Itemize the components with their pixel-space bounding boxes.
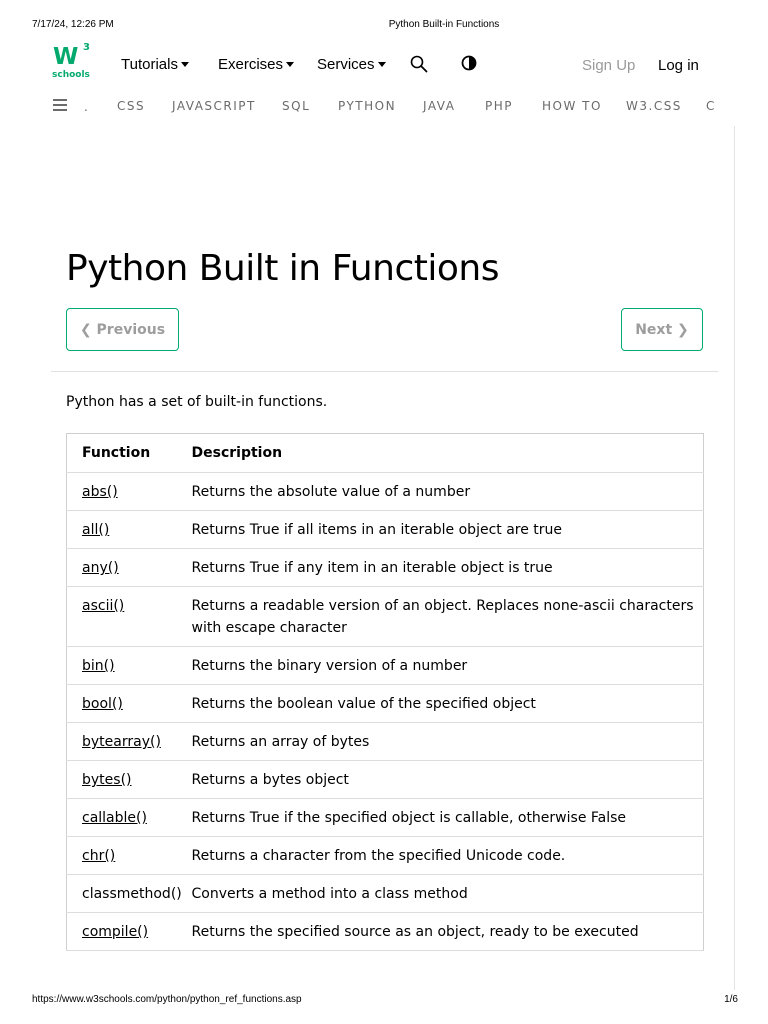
- previous-button[interactable]: ❮ Previous: [66, 308, 179, 351]
- table-row: [67, 875, 704, 913]
- intro-text: Python has a set of built-in functions.: [66, 394, 328, 410]
- subnav-item-java[interactable]: JAVA: [423, 99, 456, 113]
- function-link[interactable]: bytes(): [82, 772, 132, 788]
- function-link[interactable]: bytearray(): [82, 734, 161, 750]
- description-cell: Returns the binary version of a number: [187, 647, 704, 685]
- function-link[interactable]: bool(): [82, 696, 123, 712]
- table-row: [67, 549, 704, 587]
- function-cell: [67, 913, 187, 951]
- function-link[interactable]: compile(): [82, 924, 149, 940]
- signup-link[interactable]: Sign Up: [582, 57, 636, 74]
- page-title: Python Built in Functions: [66, 248, 499, 289]
- function-cell: [67, 723, 187, 761]
- description-cell: Returns a character from the specified Unicode code.: [187, 837, 704, 875]
- function-cell: [67, 685, 187, 723]
- subnav-item-c[interactable]: C: [706, 99, 716, 113]
- divider: [51, 371, 718, 372]
- subnav-item-php[interactable]: PHP: [485, 99, 513, 113]
- subnav-dot: .: [84, 100, 88, 114]
- services-menu[interactable]: [317, 56, 386, 73]
- table-row: [67, 761, 704, 799]
- table-row: [67, 647, 704, 685]
- topic-subnav: [0, 96, 735, 118]
- table-row: [67, 685, 704, 723]
- description-cell: Returns a readable version of an object. Replaces none-ascii characters with escape character: [187, 587, 704, 647]
- search-icon[interactable]: [410, 55, 428, 73]
- subnav-item-css[interactable]: CSS: [117, 99, 146, 113]
- functions-table: [66, 433, 704, 951]
- exercises-label: Exercises: [218, 56, 284, 73]
- w3schools-logo[interactable]: [50, 42, 94, 82]
- table-row: [67, 511, 704, 549]
- subnav-item-python[interactable]: PYTHON: [338, 99, 397, 113]
- hamburger-menu-icon[interactable]: [53, 99, 67, 111]
- function-link[interactable]: all(): [82, 522, 110, 538]
- function-link[interactable]: abs(): [82, 484, 118, 500]
- function-link[interactable]: ascii(): [82, 598, 125, 614]
- table-row: [67, 723, 704, 761]
- function-cell: [67, 837, 187, 875]
- function-name: classmethod(): [82, 886, 182, 902]
- print-footer: [0, 994, 768, 1008]
- caret-down-icon: [378, 62, 386, 67]
- table-row: [67, 799, 704, 837]
- tutorials-menu[interactable]: [121, 56, 189, 73]
- logo-word: schools: [52, 70, 90, 80]
- next-button[interactable]: Next ❯: [621, 308, 703, 351]
- caret-down-icon: [286, 62, 294, 67]
- function-link[interactable]: any(): [82, 560, 119, 576]
- exercises-menu[interactable]: [218, 56, 294, 73]
- subnav-item-sql[interactable]: SQL: [282, 99, 311, 113]
- function-cell: [67, 761, 187, 799]
- description-cell: Returns the boolean value of the specified object: [187, 685, 704, 723]
- function-cell: [67, 549, 187, 587]
- subnav-item-javascript[interactable]: JAVASCRIPT: [172, 99, 256, 113]
- description-cell: Returns a bytes object: [187, 761, 704, 799]
- print-header: [0, 19, 768, 33]
- contrast-toggle-icon[interactable]: [461, 55, 477, 71]
- function-cell: [67, 511, 187, 549]
- description-cell: Returns True if any item in an iterable object is true: [187, 549, 704, 587]
- function-link[interactable]: bin(): [82, 658, 115, 674]
- top-navbar: [0, 42, 768, 86]
- table-row: [67, 913, 704, 951]
- description-cell: Returns the specified source as an object, ready to be executed: [187, 913, 704, 951]
- logo-superscript: 3: [83, 42, 90, 53]
- description-cell: Returns an array of bytes: [187, 723, 704, 761]
- table-row: [67, 473, 704, 511]
- logo-mark: W: [53, 44, 78, 70]
- header-function: Function: [67, 434, 187, 473]
- caret-down-icon: [181, 62, 189, 67]
- function-cell: [67, 799, 187, 837]
- description-cell: Returns True if the specified object is callable, otherwise False: [187, 799, 704, 837]
- subnav-item-howto[interactable]: HOW TO: [542, 99, 602, 113]
- sidebar-divider: [734, 126, 735, 990]
- description-cell: Returns the absolute value of a number: [187, 473, 704, 511]
- services-label: Services: [317, 56, 375, 73]
- table-header-row: [67, 434, 704, 473]
- print-doc-title: Python Built-in Functions: [388, 19, 500, 30]
- tutorials-label: Tutorials: [121, 56, 178, 73]
- print-url: https://www.w3schools.com/python/python_ref_functions.asp: [32, 994, 302, 1005]
- header-description: Description: [187, 434, 704, 473]
- function-cell: [67, 647, 187, 685]
- function-cell: [67, 473, 187, 511]
- function-link[interactable]: chr(): [82, 848, 116, 864]
- table-row: [67, 587, 704, 647]
- login-link[interactable]: Log in: [658, 57, 699, 74]
- print-page-number: 1/6: [724, 994, 738, 1005]
- function-link[interactable]: callable(): [82, 810, 147, 826]
- function-cell: [67, 587, 187, 647]
- description-cell: Converts a method into a class method: [187, 875, 704, 913]
- subnav-item-w3css[interactable]: W3.CSS: [626, 99, 682, 113]
- table-row: [67, 837, 704, 875]
- function-cell: [67, 875, 187, 913]
- description-cell: Returns True if all items in an iterable object are true: [187, 511, 704, 549]
- print-datetime: 7/17/24, 12:26 PM: [32, 19, 114, 30]
